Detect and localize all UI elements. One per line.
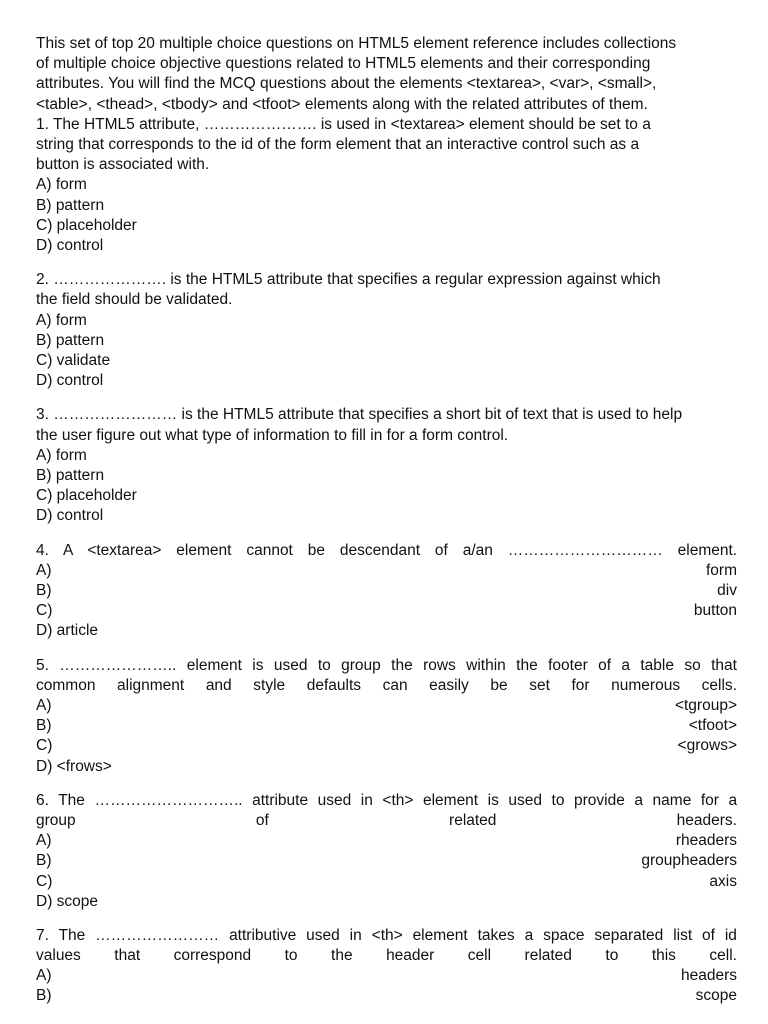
option-text: scope <box>695 987 737 1005</box>
question-word: provide <box>574 791 625 809</box>
question-word: element <box>176 541 232 559</box>
question-word: id <box>724 926 737 944</box>
question-word: 7. <box>36 926 49 944</box>
intro-line: This set of top 20 multiple choice questions on HTML5 element reference includes collections <box>36 35 677 52</box>
document-page <box>36 34 737 1007</box>
answer-option <box>36 236 737 256</box>
question-word: element <box>186 656 242 674</box>
question-word: cells. <box>701 676 737 694</box>
question-word: of <box>434 541 448 559</box>
question-text-line <box>36 791 737 811</box>
question-word: is <box>252 656 264 674</box>
question-word: of <box>598 656 612 674</box>
option-text: axis <box>709 872 737 890</box>
question-word: <textarea> <box>87 541 162 559</box>
question-text-line <box>36 946 737 966</box>
option-letter: C) <box>36 487 53 505</box>
option-letter: D) <box>36 372 53 390</box>
answer-option <box>36 621 737 641</box>
answer-option <box>36 446 737 466</box>
question-word: common <box>36 676 96 694</box>
question-word: related <box>524 947 572 965</box>
question-word: used <box>306 926 340 944</box>
option-text: <tgroup> <box>674 697 737 714</box>
answer-option <box>36 351 737 371</box>
question-word: element. <box>677 541 737 559</box>
answer-option <box>36 986 737 1006</box>
option-text: control <box>56 372 104 390</box>
question-word: the <box>391 656 413 674</box>
question-word: group <box>36 811 76 829</box>
question-block <box>36 791 737 912</box>
option-text: scope <box>56 892 99 910</box>
option-letter: B) <box>36 987 52 1005</box>
option-letter: C) <box>36 872 53 890</box>
answer-option <box>36 371 737 391</box>
option-letter: A) <box>36 561 52 579</box>
question-word: numerous <box>611 676 681 694</box>
option-text: form <box>55 311 87 329</box>
answer-option <box>36 831 737 851</box>
question-text-line <box>36 541 737 561</box>
question-text-line <box>36 676 737 696</box>
answer-option <box>36 331 737 351</box>
answer-option <box>36 872 737 892</box>
intro-line: attributes. You will find the MCQ questions about the elements <textarea>, <var>, <small>, <box>36 75 657 93</box>
question-word: used <box>317 791 352 809</box>
option-letter: C) <box>36 216 53 234</box>
question-word: correspond <box>173 947 252 965</box>
option-text: rheaders <box>675 832 737 850</box>
answer-option <box>36 561 737 581</box>
option-text: form <box>55 176 87 194</box>
answer-option <box>36 696 737 716</box>
option-text: <tfoot> <box>688 717 737 735</box>
question-word: cell. <box>709 947 737 965</box>
option-text: groupheaders <box>641 852 737 870</box>
question-word: of <box>702 926 715 944</box>
question-word: a <box>524 926 534 944</box>
option-letter: A) <box>36 446 52 464</box>
question-text-line: 3. …………………… is the HTML5 attribute that specifies a short bit of text that is used to help <box>36 406 683 424</box>
question-word: cell <box>467 947 492 965</box>
question-text-line: button is associated with. <box>36 156 210 174</box>
question-word: defaults <box>306 676 362 694</box>
question-word: to <box>284 947 298 965</box>
option-letter: C) <box>36 737 53 755</box>
question-word: be <box>490 676 508 694</box>
question-block <box>36 115 737 256</box>
option-text: placeholder <box>56 216 137 234</box>
option-text: pattern <box>55 331 105 349</box>
option-letter: D) <box>36 757 53 775</box>
question-word: set <box>529 676 550 694</box>
question-word: so <box>684 656 701 674</box>
answer-option <box>36 851 737 871</box>
option-text: <frows> <box>56 757 112 775</box>
question-block <box>36 926 737 1007</box>
question-word: attributive <box>229 926 297 944</box>
option-letter: A) <box>36 832 52 850</box>
question-word: 6. <box>36 791 49 809</box>
question-word: that <box>114 947 141 965</box>
question-text-line: string that corresponds to the id of the form element that an interactive control such as a <box>36 136 640 154</box>
question-word: that <box>711 656 737 674</box>
question-word: The <box>58 926 86 944</box>
option-letter: D) <box>36 237 53 255</box>
question-word: element <box>422 791 479 809</box>
question-list <box>36 115 737 1007</box>
question-word: rows <box>423 656 456 674</box>
question-word: <th> <box>382 791 414 809</box>
question-word: attribute <box>252 791 309 809</box>
option-text: control <box>56 507 104 525</box>
answer-option <box>36 966 737 986</box>
question-word: list <box>673 926 693 944</box>
option-text: validate <box>56 352 111 370</box>
option-letter: D) <box>36 892 53 910</box>
option-letter: A) <box>36 967 52 985</box>
question-word: this <box>651 947 676 965</box>
question-word: in <box>360 791 373 809</box>
question-word: a <box>728 791 737 809</box>
option-letter: C) <box>36 602 53 620</box>
question-word: to <box>605 947 619 965</box>
option-text: <grows> <box>677 737 737 755</box>
question-block <box>36 541 737 642</box>
answer-option <box>36 757 737 777</box>
question-word: within <box>466 656 506 674</box>
option-letter: A) <box>36 697 52 714</box>
question-text-line: 2. …………………. is the HTML5 attribute that specifies a regular expression against which <box>36 271 661 289</box>
answer-option <box>36 175 737 195</box>
question-word: used <box>273 656 308 674</box>
question-word: descendant <box>339 541 421 559</box>
question-word: to <box>317 656 331 674</box>
question-word: for <box>571 676 590 694</box>
answer-option <box>36 216 737 236</box>
option-text: control <box>56 237 104 255</box>
question-word: is <box>487 791 499 809</box>
question-word: The <box>58 791 85 809</box>
answer-option <box>36 581 737 601</box>
intro-paragraph <box>36 34 737 115</box>
question-block <box>36 270 737 391</box>
question-word: style <box>253 676 286 694</box>
question-word: space <box>543 926 585 944</box>
answer-option <box>36 506 737 526</box>
answer-option <box>36 736 737 756</box>
option-text: form <box>55 446 87 464</box>
option-letter: A) <box>36 311 52 329</box>
option-letter: D) <box>36 507 53 525</box>
option-text: pattern <box>55 467 105 485</box>
answer-option <box>36 892 737 912</box>
question-word: to <box>551 791 565 809</box>
question-word: <th> <box>371 926 403 944</box>
question-word: takes <box>477 926 515 944</box>
question-word: header <box>386 947 435 965</box>
option-letter: B) <box>36 331 52 349</box>
question-block <box>36 656 737 777</box>
answer-option <box>36 486 737 506</box>
question-word: headers. <box>676 811 737 829</box>
question-word: the <box>331 947 353 965</box>
question-text-line: 1. The HTML5 attribute, …………………. is used in <textarea> element should be set to a <box>36 115 651 133</box>
option-letter: B) <box>36 852 52 870</box>
question-word: 4. <box>36 541 49 559</box>
question-word: a <box>621 656 631 674</box>
question-word: element <box>412 926 468 944</box>
question-text-line <box>36 811 737 831</box>
option-letter: A) <box>36 176 52 194</box>
option-text: placeholder <box>56 487 137 505</box>
question-word: in <box>349 926 362 944</box>
question-word: 5. <box>36 656 49 674</box>
intro-line: <table>, <thead>, <tbody> and <tfoot> elements along with the related attributes of them. <box>36 95 648 113</box>
question-word: separated <box>594 926 664 944</box>
answer-option <box>36 601 737 621</box>
question-word: a <box>634 791 644 809</box>
question-word: table <box>640 656 674 674</box>
option-text: form <box>706 561 737 579</box>
question-word: name <box>652 791 692 809</box>
question-word: ……………………….. <box>94 791 243 809</box>
question-word: can <box>382 676 408 694</box>
question-word: the <box>516 656 538 674</box>
question-word: alignment <box>117 676 185 694</box>
option-letter: B) <box>36 467 52 485</box>
question-word: related <box>449 811 497 829</box>
answer-option <box>36 716 737 736</box>
question-word: be <box>307 541 325 559</box>
option-letter: B) <box>36 717 52 735</box>
question-word: ………………………… <box>507 541 663 559</box>
question-word: for <box>700 791 719 809</box>
option-text: pattern <box>55 196 105 214</box>
option-text: div <box>717 582 737 600</box>
question-text-line: the field should be validated. <box>36 291 233 309</box>
question-word: cannot <box>246 541 293 559</box>
option-text: headers <box>680 967 737 985</box>
answer-option <box>36 311 737 331</box>
question-text-line <box>36 926 737 946</box>
option-letter: B) <box>36 196 52 214</box>
question-word: A <box>62 541 73 559</box>
option-letter: D) <box>36 622 53 640</box>
question-word: easily <box>429 676 469 694</box>
option-letter: C) <box>36 352 53 370</box>
question-word: and <box>205 676 232 694</box>
option-letter: B) <box>36 582 52 600</box>
question-word: values <box>36 947 81 965</box>
question-word: …………………… <box>95 926 220 944</box>
question-text-line: the user figure out what type of information to fill in for a form control. <box>36 426 509 444</box>
question-block <box>36 405 737 526</box>
question-word: of <box>255 811 269 829</box>
option-text: button <box>693 602 737 620</box>
question-word: group <box>341 656 381 674</box>
question-word: a/an <box>462 541 493 559</box>
question-text-line <box>36 656 737 676</box>
intro-line: of multiple choice objective questions related to HTML5 elements and their corresponding <box>36 55 651 73</box>
question-word: footer <box>548 656 588 674</box>
question-word: used <box>508 791 543 809</box>
question-word: ………………….. <box>59 656 177 674</box>
answer-option <box>36 196 737 216</box>
option-text: article <box>56 622 99 640</box>
answer-option <box>36 466 737 486</box>
